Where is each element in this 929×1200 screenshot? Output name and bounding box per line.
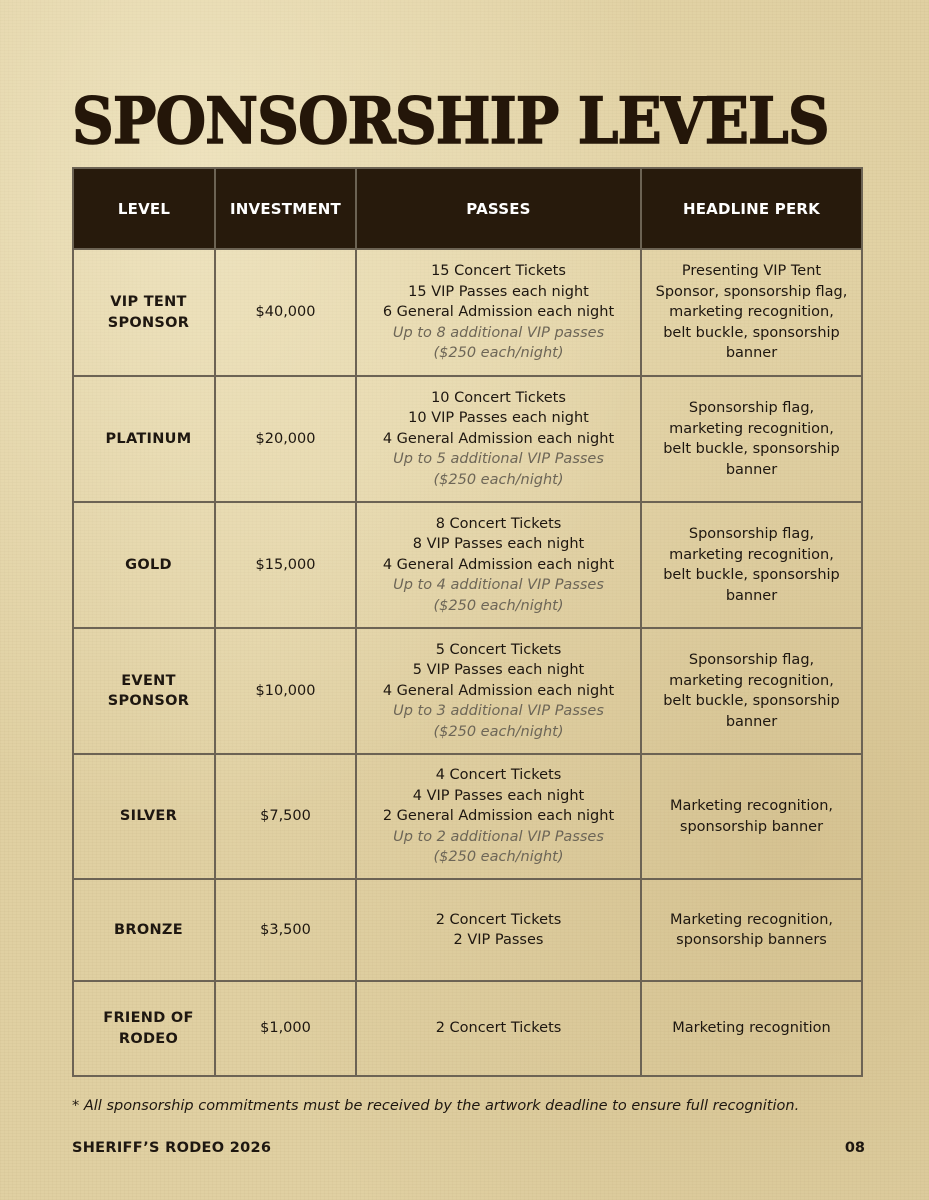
headline-perk (641, 502, 862, 628)
passes-cell (356, 628, 641, 754)
pass-item: 4 Concert Tickets (435, 767, 562, 784)
perk-line: Marketing recognition (672, 1020, 831, 1037)
table-body (73, 249, 862, 1076)
investment-amount: $40,000 (215, 249, 356, 376)
header-perk: HEADLINE PERK (641, 168, 862, 249)
passes-cell (356, 376, 641, 502)
pass-note: ($250 each/night) (433, 345, 564, 362)
table-row (73, 376, 862, 502)
pass-item: 15 Concert Tickets (431, 263, 566, 280)
investment-amount: $1,000 (215, 981, 356, 1076)
level-name (73, 754, 215, 879)
pass-note: Up to 5 additional VIP Passes (393, 451, 604, 468)
perk-line: belt buckle, sponsorship (663, 567, 840, 583)
level-name-line: FRIEND OF (103, 1010, 194, 1026)
level-name (73, 376, 215, 502)
table-row (73, 249, 862, 376)
pass-note: ($250 each/night) (433, 723, 564, 740)
pass-item: 4 General Admission each night (382, 430, 615, 447)
pass-item: 8 VIP Passes each night (412, 536, 585, 553)
passes-cell (356, 981, 641, 1076)
pass-item: 2 General Admission each night (382, 808, 615, 825)
perk-line: banner (725, 587, 778, 604)
level-name-line: EVENT (121, 672, 176, 689)
table-row (73, 981, 862, 1076)
pass-note: ($250 each/night) (433, 597, 564, 614)
pass-item: 8 Concert Tickets (435, 515, 562, 532)
pass-note: ($250 each/night) (433, 849, 564, 866)
perk-line: Marketing recognition, (669, 911, 834, 928)
pass-note: Up to 4 additional VIP Passes (393, 577, 604, 594)
sponsorship-table (72, 167, 863, 1077)
footer-title: SHERIFF’S RODEO 2026 (72, 1140, 272, 1156)
passes-cell (356, 249, 641, 376)
headline-perk (641, 628, 862, 754)
level-name-line: SPONSOR (107, 693, 190, 709)
level-name-line: VIP TENT (110, 294, 187, 310)
pass-item: 2 VIP Passes (453, 932, 544, 948)
pass-item: 5 Concert Tickets (435, 641, 562, 658)
level-name-line: RODEO (118, 1030, 179, 1047)
page-title: SPONSORSHIP LEVELS (72, 84, 829, 159)
perk-line: sponsorship banners (676, 932, 827, 948)
investment-amount: $7,500 (215, 754, 356, 879)
perk-line: Sponsorship flag, (688, 526, 815, 542)
pass-note: ($250 each/night) (433, 471, 564, 488)
passes-cell (356, 879, 641, 981)
pass-item: 4 General Admission each night (382, 556, 615, 573)
level-name-line: SILVER (119, 808, 178, 825)
header-level: LEVEL (73, 168, 215, 249)
perk-line: Sponsor, sponsorship flag, (655, 283, 848, 300)
table-row (73, 754, 862, 879)
investment-amount: $3,500 (215, 879, 356, 981)
perk-line: Presenting VIP Tent (681, 263, 822, 280)
investment-amount: $10,000 (215, 628, 356, 754)
perk-line: sponsorship banner (679, 818, 824, 835)
perk-line: banner (725, 345, 778, 362)
header-investment: INVESTMENT (215, 168, 356, 249)
pass-item: 6 General Admission each night (382, 304, 615, 321)
perk-line: belt buckle, sponsorship (663, 441, 840, 457)
perk-line: Marketing recognition, (669, 798, 834, 814)
perk-line: marketing recognition, (669, 672, 834, 689)
pass-note: Up to 3 additional VIP Passes (393, 703, 604, 720)
pass-item: 2 Concert Tickets (435, 911, 562, 928)
level-name (73, 502, 215, 628)
perk-line: Sponsorship flag, (688, 400, 815, 416)
passes-cell (356, 502, 641, 628)
perk-line: marketing recognition, (669, 420, 834, 437)
headline-perk (641, 981, 862, 1076)
perk-line: belt buckle, sponsorship (663, 324, 840, 341)
table-row (73, 879, 862, 981)
perk-line: marketing recognition, (669, 304, 834, 321)
investment-amount: $15,000 (215, 502, 356, 628)
pass-item: 5 VIP Passes each night (412, 662, 585, 679)
pass-note: Up to 8 additional VIP passes (392, 324, 605, 341)
pass-item: 4 General Admission each night (382, 682, 615, 699)
perk-line: banner (725, 713, 778, 730)
level-name (73, 879, 215, 981)
level-name (73, 628, 215, 754)
pass-note: Up to 2 additional VIP Passes (393, 828, 604, 845)
investment-amount: $20,000 (215, 376, 356, 502)
perk-line: marketing recognition, (669, 546, 834, 563)
header-passes: PASSES (356, 168, 641, 249)
footnote: * All sponsorship commitments must be received by the artwork deadline to ensure full recognition. (72, 1098, 800, 1114)
level-name-line: BRONZE (114, 921, 183, 938)
perk-line: banner (725, 461, 778, 478)
table-header-row (73, 168, 862, 249)
level-name-line: SPONSOR (107, 314, 190, 331)
table-row (73, 502, 862, 628)
pass-item: 15 VIP Passes each night (408, 283, 589, 300)
page-number: 08 (844, 1140, 865, 1156)
level-name (73, 249, 215, 376)
table-row (73, 628, 862, 754)
passes-cell (356, 754, 641, 879)
perk-line: Sponsorship flag, (688, 652, 815, 668)
headline-perk (641, 879, 862, 981)
headline-perk (641, 754, 862, 879)
headline-perk (641, 376, 862, 502)
level-name (73, 981, 215, 1076)
level-name-line: GOLD (125, 556, 172, 573)
pass-item: 10 Concert Tickets (431, 389, 566, 406)
pass-item: 2 Concert Tickets (435, 1020, 562, 1037)
pass-item: 10 VIP Passes each night (408, 410, 589, 427)
headline-perk (641, 249, 862, 376)
pass-item: 4 VIP Passes each night (412, 787, 585, 804)
level-name-line: PLATINUM (105, 430, 192, 447)
perk-line: belt buckle, sponsorship (663, 693, 840, 709)
